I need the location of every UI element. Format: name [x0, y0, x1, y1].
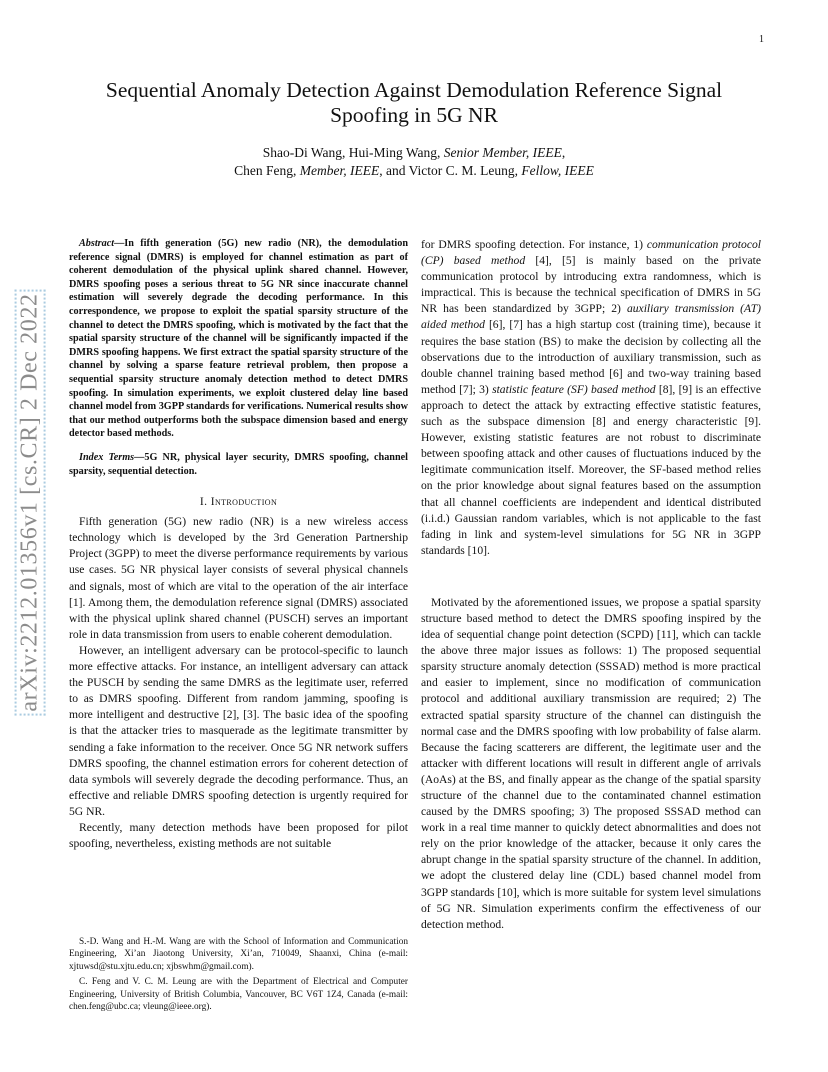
intro-paragraph-3: Recently, many detection methods have been proposed for pilot spoofing, nevertheless, existing methods are not suitable [69, 820, 408, 851]
author-line-2: Chen Feng, Member, IEEE, and Victor C. M. Leung, Fellow, IEEE [234, 163, 594, 178]
index-terms: Index Terms—5G NR, physical layer security, DMRS spoofing, channel sparsity, sequential detection. [69, 451, 408, 477]
paragraph-gap [421, 559, 761, 595]
right-paragraph-2: Motivated by the aforementioned issues, we propose a spatial sparsity structure based method to detect the DMRS spoofing inspired by the idea of sequential change point detection (SCPD) [11], which can tackle the above three major issues as follows: 1) The proposed sequential sparsity structure anomaly detection (SSSAD) method is more practical and easier to implement, since no modification of communication protocol and additional auxiliary transmission are required; 2) The extracted spatial sparsity structure of the channel can distinguish the normal case and the DMRS spoofing with low probability of false alarm. Because the facing scatterers are different, the legitimate user and the attacker with different locations will result in different angle of arrivals (AoAs) at the BS, and finally appear as the change of the spatial sparsity structure of the channel due to the contaminated channel estimation caused by the DMRS spoofing; 3) The proposed SSSAD method can work in a real time manner to quickly detect abnormalities and does not rely on the prior knowledge of the attacker, because it only cares the abrupt change in the spatial sparsity structure of the channel. In addition, we adopt the clustered delay line (CDL) based channel model from 3GPP standards [10], which is more suitable for system level simulations of 5G NR. Simulation experiments confirm the effectiveness of our detection method. [421, 595, 761, 931]
footnote-affiliation-1: S.-D. Wang and H.-M. Wang are with the School of Information and Communication Engineering, Xi’an Jiaotong University, Xi’an, 710049, Shaanxi, China (e-mail: xjtuwsd@stu.xjtu.edu.cn; xjbswhm@gmail.com). [69, 937, 408, 972]
paper-title: Sequential Anomaly Detection Against Demodulation Reference Signal Spoofing in 5G NR [105, 78, 723, 127]
page-number: 1 [759, 34, 764, 45]
intro-paragraph-2: However, an intelligent adversary can be protocol-specific to launch more effective attacks. For instance, an intelligent adversary can attack the PUSCH by sending the same DMRS as the legitimate user, referred to as DMRS spoofing. Different from random jamming, spoofing is more intelligent and destructive [2], [3]. The basic idea of the spoofing is that the attacker tries to masquerade as the legitimate transmitter by sending a fake information to the receiver. Once 5G NR network suffers DMRS spoofing, the channel estimation errors for coherent detection of data symbols will severely degrade the decoding performance. Thus, an effective and reliable DMRS spoofing detection is urgently required for 5G NR. [69, 643, 408, 818]
right-column [421, 237, 761, 933]
footnote-affiliation-2: C. Feng and V. C. M. Leung are with the Department of Electrical and Computer Engineering, University of British Columbia, Vancouver, BC V6T 1Z4, Canada (e-mail: chen.feng@ubc.ca; vleung@ieee.org). [69, 977, 408, 1013]
intro-paragraph-1: Fifth generation (5G) new radio (NR) is a new wireless access technology which is developed by the 3rd Generation Partnership Project (3GPP) to meet the diverse performance requirements by various use cases. 5G NR physical layer consists of several physical channels and signals, most of which are vital to the operation of the air interface [1]. Among them, the demodulation reference signal (DMRS) associated with the physical uplink shared channel (PUSCH) serves an important role in data transmission from users to enable coherent demodulation. [69, 515, 408, 641]
section-heading-introduction: I. Introduction [199, 495, 278, 509]
author-list [70, 144, 758, 180]
abstract: Abstract—In fifth generation (5G) new radio (NR), the demodulation reference signal (DMRS) is employed for channel estimation as part of coherent demodulation of the physical uplink shared channel. However, DMRS spoofing poses a serious threat to 5G NR since inaccurate channel estimation will severely degrade the decoding performance. In this correspondence, we propose to exploit the spatial sparsity structure of the channel to detect the DMRS spoofing, which is motivated by the fact that the spatial sparsity structure of the channel will be significantly impacted if the DMRS spoofing happens. We first extract the spatial sparsity structure of the channel by solving a sparse feature retrieval problem, then propose a sequential sparsity structure anomaly detection method to detect DMRS spoofing. In simulation experiments, we exploit clustered delay line based channel model from 3GPP standards for verifications. Numerical results show that our method outperforms both the subspace dimension based and energy detector based methods. [69, 238, 408, 440]
arxiv-identifier: arXiv:2212.01356v1 [cs.CR] 2 Dec 2022 [15, 289, 46, 715]
arxiv-watermark [8, 262, 52, 742]
left-column [69, 237, 408, 852]
footnotes [69, 936, 408, 1016]
right-paragraph-1: for DMRS spoofing detection. For instance, 1) communication protocol (CP) based method [4], [5] is mainly based on the private communication protocol by introducing extra randomness, which is impractical. This is because the technical specification of DMRS in 5G NR has been standardized by 3GPP; 2) auxiliary transmission (AT) aided method [6], [7] has a high startup cost (training time), because it requires the base station (BS) to make the decision by collecting all the observations due to the introduction of auxiliary transmission, such as double channel training based method [6] and two-way training based method [7]; 3) statistic feature (SF) based method [8], [9] is an effective approach to detect the attack by extracting effective statistic features, such as the subspace dimension [8] and energy characteristic [9]. However, existing statistic features are not robust to discriminate between spoofing attack and other causes of fluctuations induced by the legitimate communication itself. Moreover, the SF-based method relies on the prior knowledge about signal features based on the assumption that all channel coefficients are independent and identical distributed (i.i.d.) Gaussian random variables, which is not applicable to the fast fading in link and system-level simulations for 5G NR in 3GPP standards [10]. [421, 238, 762, 557]
author-line-1: Shao-Di Wang, Hui-Ming Wang, Senior Member, IEEE, [262, 145, 566, 160]
